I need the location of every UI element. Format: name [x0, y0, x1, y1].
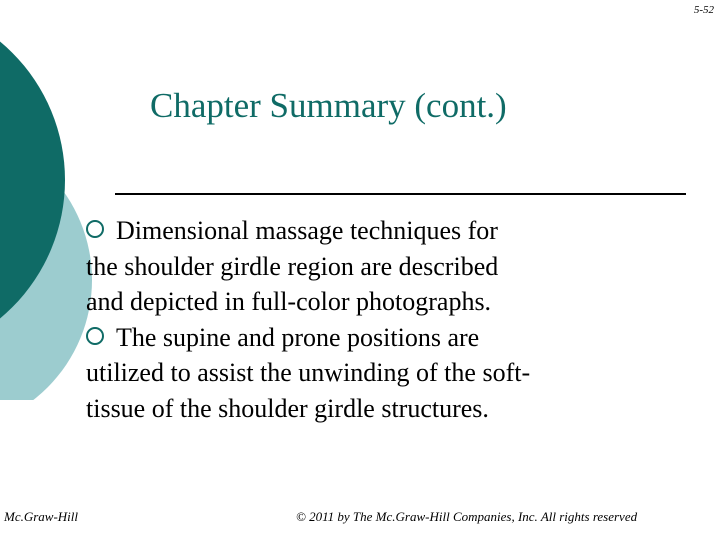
- footer-publisher: Mc.Graw-Hill: [4, 509, 79, 524]
- bullet-paragraph-2: [86, 320, 646, 427]
- hollow-circle-bullet-icon: [86, 220, 104, 238]
- bullet-1-line-1: Dimensional massage techniques for: [116, 216, 498, 245]
- bullet-1-line-3: and depicted in full-color photographs.: [86, 287, 492, 316]
- bullet-2-line-2: utilized to assist the unwinding of the soft-: [86, 358, 531, 387]
- hollow-circle-bullet-icon: [86, 327, 104, 345]
- slide-body: [86, 213, 646, 426]
- title-divider: [115, 193, 686, 195]
- bullet-2-line-1: The supine and prone positions are: [116, 322, 480, 352]
- bullet-1-line-2: the shoulder girdle region are described: [86, 251, 499, 281]
- slide-title: Chapter Summary (cont.): [150, 86, 507, 125]
- footer-copyright: © 2011 by The Mc.Graw-Hill Companies, Inc. All rights reserved: [296, 509, 638, 524]
- slide-number: 5-52: [693, 4, 714, 16]
- bullet-paragraph-1: [86, 213, 646, 320]
- bullet-2-line-3: tissue of the shoulder girdle structures.: [86, 393, 489, 423]
